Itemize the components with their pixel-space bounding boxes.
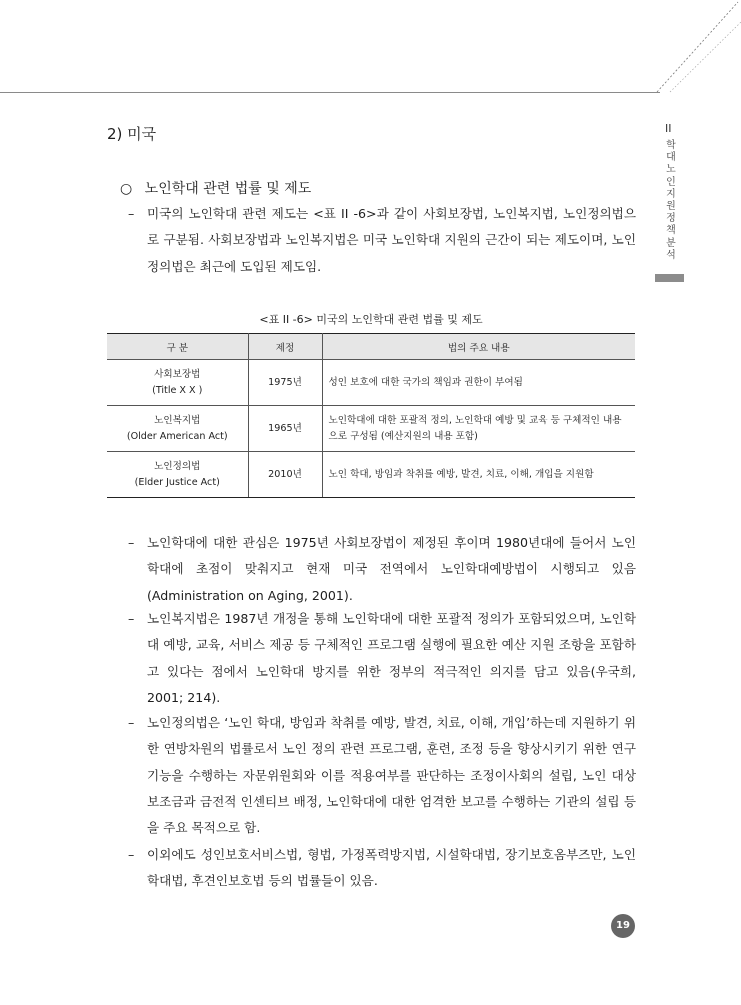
body-item-text: 노인복지법은 1987년 개정을 통해 노인학대에 대한 포괄적 정의가 포함되었으며, 노인학대 예방, 교육, 서비스 제공 등 구체적인 프로그램 실행에 필요한 예산 지원 조항을 포함하고 있다는 점에서 노인학대 방지를 위한 정부의 적극적인 의지를 담고 있음(우국희, 2001; 214).: [147, 611, 636, 705]
year-cell: 2010년: [248, 452, 322, 498]
column-header: 법의 주요 내용: [322, 334, 635, 360]
year-cell: 1975년: [248, 360, 322, 406]
law-name-cell: [107, 360, 248, 406]
content-cell: 노인학대에 대한 포괄적 정의, 노인학대 예방 및 교육 등 구체적인 내용으로 구성됨 (예산지원의 내용 포함): [322, 406, 635, 452]
dash-bullet: –: [128, 847, 135, 862]
law-name-en: (Older American Act): [126, 430, 228, 442]
side-chapter-number: II: [665, 122, 672, 135]
paragraph-text: 미국의 노인학대 관련 제도는 <표 II -6>과 같이 사회보장법, 노인복지법, 노인정의법으로 구분됨. 사회보장법과 노인복지법은 미국 노인학대 지원의 근간이 되는 제도이며, 노인정의법은 최근에 도입된 제도임.: [147, 206, 636, 274]
intro-paragraph: [128, 201, 636, 280]
body-item: [128, 530, 636, 609]
law-name-en: (Title X X ): [152, 384, 203, 396]
content-cell: 성인 보호에 대한 국가의 책임과 권한이 부여됨: [322, 360, 635, 406]
header-rule: [0, 92, 660, 93]
body-item-text: 이외에도 성인보호서비스법, 형법, 가정폭력방지법, 시설학대법, 장기보호옴부즈만, 노인학대법, 후견인보호법 등의 법률들이 있음.: [147, 847, 636, 889]
body-item-text: 노인정의법은 ‘노인 학대, 방임과 착취를 예방, 발견, 치료, 이해, 개입’하는데 지원하기 위한 연방차원의 법률로서 노인 정의 관련 프로그램, 훈련, 조정 등을 향상시키기 위한 연구 기능을 수행하는 자문위원회와 이를 적용여부를 판단하는 조정이사회의 설립, 노인 대상 보조금과 금전적 인센티브 배정, 노인학대에 대한 엄격한 보고를 수행하는 기관의 설립 등을 주요 목적으로 함.: [147, 715, 636, 836]
dash-bullet: –: [128, 535, 135, 550]
body-item: [128, 710, 636, 841]
body-item-text: 노인학대에 대한 관심은 1975년 사회보장법이 제정된 후이며 1980년대에 들어서 노인학대에 초점이 맞춰지고 현재 미국 전역에서 노인학대예방법이 시행되고 있음(Administration on Aging, 2001).: [147, 535, 636, 603]
law-name: 노인정의법: [154, 460, 201, 472]
table-caption: <표 II -6> 미국의 노인학대 관련 법률 및 제도: [259, 313, 483, 326]
year-cell: 1965년: [248, 406, 322, 452]
column-header: 제정: [248, 334, 322, 360]
side-tab-marker: [655, 274, 684, 282]
table-row: [107, 406, 635, 452]
law-name-cell: [107, 452, 248, 498]
content-cell: 노인 학대, 방임과 착취를 예방, 발견, 치료, 이해, 개입을 지원함: [322, 452, 635, 498]
section-title: 2) 미국: [107, 125, 157, 143]
law-table: [107, 333, 635, 498]
table-row: [107, 360, 635, 406]
dash-bullet: –: [128, 715, 135, 730]
circle-bullet-icon: ○: [120, 181, 133, 197]
subsection-heading: [120, 178, 311, 198]
law-name: 노인복지법: [154, 414, 201, 426]
corner-decoration: [650, 0, 741, 100]
dash-bullet: –: [128, 206, 135, 221]
body-item: [128, 606, 636, 711]
side-chapter-title: 학대 노인 지원 정책 분석: [666, 140, 676, 261]
subsection-title: 노인학대 관련 법률 및 제도: [144, 181, 312, 197]
law-name: 사회보장법: [154, 368, 201, 380]
law-name-cell: [107, 406, 248, 452]
column-header: 구 분: [107, 334, 248, 360]
body-item: [128, 842, 636, 895]
page-number: 19: [611, 914, 635, 938]
table-row: [107, 452, 635, 498]
law-name-en: (Elder Justice Act): [134, 476, 220, 488]
table-header-row: [107, 334, 635, 360]
dash-bullet: –: [128, 611, 135, 626]
